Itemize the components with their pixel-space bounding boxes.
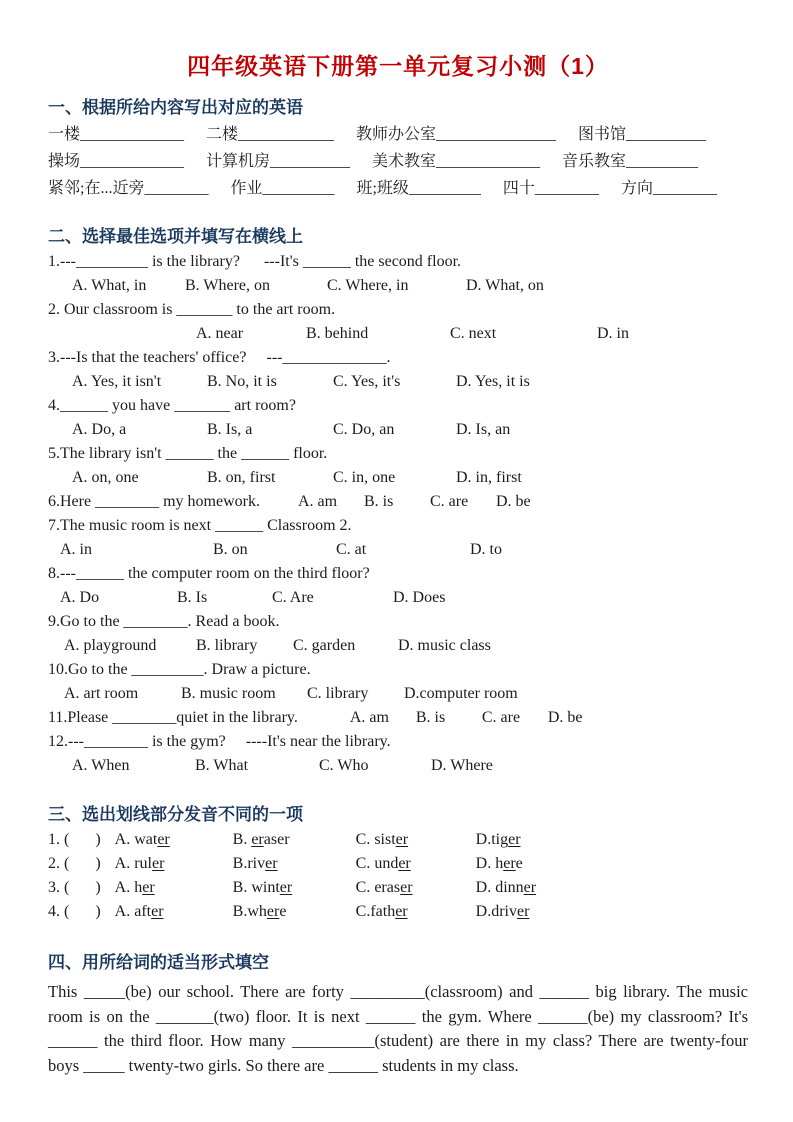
options-row: [48, 274, 748, 298]
option-label: A. art room: [64, 685, 139, 702]
question-number: 4. (: [48, 903, 70, 920]
question-text: 3.---Is that the teachers' office? ---_____________.: [48, 349, 391, 366]
option-label: A. Do, a: [72, 421, 127, 438]
underlined-letters: er: [503, 855, 516, 872]
question-9: [48, 610, 748, 634]
option-label: A. playground: [64, 637, 157, 654]
option-label: B. on, first: [207, 469, 276, 486]
option-label: B. Where, on: [185, 277, 271, 294]
section-2-heading: 二、选择最佳选项并填写在横线上: [48, 227, 303, 246]
option-label: C. Are: [272, 589, 314, 606]
option-label: C. in, one: [333, 469, 396, 486]
answer-parens: ): [95, 831, 101, 848]
option-label: D. in, first: [456, 469, 522, 486]
option-label: D.tiger: [475, 831, 521, 848]
option-label: C. next: [450, 325, 497, 342]
option-label: D. here: [475, 855, 523, 872]
underlined-letters: er: [523, 879, 537, 896]
underlined-letters: er: [265, 855, 278, 872]
option-label: D. be: [547, 709, 583, 726]
option-label: C. eraser: [355, 879, 413, 896]
option-label: B.river: [232, 855, 278, 872]
option-label: A. am: [349, 709, 389, 726]
options-row: [48, 586, 748, 610]
question-number: 1. (: [48, 831, 70, 848]
option-label: A. on, one: [72, 469, 139, 486]
option-label: B. Is, a: [207, 421, 253, 438]
options-row: [48, 682, 748, 706]
options-row: [48, 418, 748, 442]
question-text: 12.---________ is the gym? ----It's near the library.: [48, 733, 391, 750]
options-row: [48, 370, 748, 394]
question-text: 8.---______ the computer room on the third floor?: [48, 565, 370, 582]
option-label: A. What, in: [72, 277, 147, 294]
option-label: D. music class: [398, 637, 491, 654]
vocab-item: 班;班级_________: [356, 180, 481, 197]
option-label: B. behind: [306, 325, 369, 342]
section-4-heading: 四、用所给词的适当形式填空: [48, 953, 269, 972]
vocab-item: 图书馆__________: [578, 126, 707, 143]
vocab-item: 紧邻;在...近旁________: [48, 180, 209, 197]
underlined-letters: er: [266, 903, 280, 920]
question-5: [48, 442, 748, 466]
option-label: B. music room: [181, 685, 276, 702]
question-4: [48, 394, 748, 418]
option-label: A. after: [114, 903, 164, 920]
question-text: 11.Please ________quiet in the library.: [48, 709, 298, 726]
vocab-item: 作业_________: [230, 180, 335, 197]
question-12: [48, 730, 748, 754]
answer-parens: ): [95, 879, 101, 896]
underlined-letters: er: [398, 855, 411, 872]
underlined-letters: er: [508, 831, 521, 848]
option-label: C. under: [355, 855, 411, 872]
option-label: D.computer room: [404, 685, 518, 702]
option-label: D. Where: [431, 757, 493, 774]
option-label: A. ruler: [114, 855, 165, 872]
vocab-item: 美术教室_____________: [372, 153, 541, 170]
option-label: A. Do: [60, 589, 100, 606]
option-label: D. What, on: [466, 277, 544, 294]
answer-parens: ): [95, 855, 101, 872]
question-text: 10.Go to the _________. Draw a picture.: [48, 661, 311, 678]
question-10: [48, 658, 748, 682]
option-label: A. her: [114, 879, 155, 896]
option-label: C. Where, in: [327, 277, 409, 294]
question-8: [48, 562, 748, 586]
question-6: [48, 490, 748, 514]
cloze-paragraph: This _____(be) our school. There are forty _________(classroom) and ______ big library. The music room is on the _______(two) floor. It is next ______ the gym. Where ______(be) my classroom? It's ______ the third floor. How many __________(student) are there in my class? There are twenty-four boys _____ twenty-two girls. So there are ______ students in my class.: [48, 982, 748, 1075]
vocab-item: 音乐教室_________: [562, 153, 699, 170]
underlined-letters: er: [516, 903, 530, 920]
vocab-item: 方向________: [620, 180, 717, 197]
vocab-item: 计算机房__________: [206, 153, 351, 170]
options-row: [48, 466, 748, 490]
question-1: [48, 250, 748, 274]
question-7: [48, 514, 748, 538]
underlined-letters: er: [395, 903, 408, 920]
option-label: C. garden: [293, 637, 356, 654]
question-text: 5.The library isn't ______ the ______ floor.: [48, 445, 328, 462]
option-label: B. Is: [177, 589, 208, 606]
option-label: D. Is, an: [456, 421, 511, 438]
phonics-row: [48, 876, 748, 900]
option-label: A. in: [60, 541, 92, 558]
option-label: A. am: [297, 493, 338, 510]
vocab-item: 教师办公室_______________: [356, 126, 557, 143]
question-text: 9.Go to the ________. Read a book.: [48, 613, 280, 630]
option-label: B. is: [363, 493, 394, 510]
vocab-row: [48, 175, 748, 202]
vocab-row: [48, 121, 748, 148]
option-label: B. What: [195, 757, 249, 774]
option-label: B. is: [415, 709, 446, 726]
underlined-letters: er: [279, 879, 293, 896]
underlined-letters: er: [151, 855, 165, 872]
underlined-letters: er: [142, 879, 155, 896]
answer-parens: ): [95, 903, 101, 920]
option-label: B. library: [196, 637, 258, 654]
option-label: C. Do, an: [333, 421, 395, 438]
page-title: 四年级英语下册第一单元复习小测（1）: [187, 53, 609, 79]
question-text: 7.The music room is next ______ Classroom 2.: [48, 517, 352, 534]
option-label: D. Does: [393, 589, 446, 606]
question-2: [48, 298, 748, 322]
option-label: C. are: [481, 709, 521, 726]
section-1-heading: 一、根据所给内容写出对应的英语: [48, 98, 303, 117]
underlined-letters: er: [400, 879, 413, 896]
option-label: B. on: [213, 541, 248, 558]
phonics-row: [48, 852, 748, 876]
section-3-heading: 三、选出划线部分发音不同的一项: [48, 805, 303, 824]
option-label: C. Who: [319, 757, 369, 774]
options-row: [48, 322, 748, 346]
option-label: C.father: [355, 903, 408, 920]
option-label: A. water: [114, 831, 170, 848]
option-label: D. to: [470, 541, 502, 558]
underlined-letters: er: [151, 903, 164, 920]
vocab-item: 二楼____________: [206, 126, 335, 143]
option-label: A. Yes, it isn't: [72, 373, 162, 390]
underlined-letters: er: [395, 831, 409, 848]
options-row: [48, 754, 748, 778]
option-label: D. in: [597, 325, 629, 342]
vocab-row: [48, 148, 748, 175]
option-label: C. library: [307, 685, 369, 702]
option-label: D. dinner: [475, 879, 537, 896]
question-text: 6.Here ________ my homework.: [48, 493, 260, 510]
phonics-row: [48, 828, 748, 852]
option-label: C. sister: [355, 831, 409, 848]
phonics-row: [48, 900, 748, 924]
option-label: A. near: [196, 325, 244, 342]
option-label: B. winter: [232, 879, 293, 896]
question-text: 1.---_________ is the library? ---It's ______ the second floor.: [48, 253, 462, 270]
option-label: C. are: [429, 493, 469, 510]
vocab-item: 操场_____________: [48, 153, 185, 170]
option-label: D.driver: [475, 903, 530, 920]
question-11: [48, 706, 748, 730]
vocab-item: 四十________: [502, 180, 599, 197]
question-3: [48, 346, 748, 370]
option-label: C. Yes, it's: [333, 373, 401, 390]
option-label: B. eraser: [232, 831, 290, 848]
options-row: [48, 634, 748, 658]
options-row: [48, 538, 748, 562]
option-label: B.where: [232, 903, 287, 920]
option-label: A. When: [72, 757, 130, 774]
vocab-item: 一楼_____________: [48, 126, 185, 143]
underlined-letters: er: [251, 831, 264, 848]
underlined-letters: er: [157, 831, 170, 848]
option-label: C. at: [336, 541, 367, 558]
question-text: 2. Our classroom is _______ to the art room.: [48, 301, 336, 318]
question-text: 4.______ you have _______ art room?: [48, 397, 296, 414]
option-label: B. No, it is: [207, 373, 277, 390]
option-label: D. be: [495, 493, 531, 510]
option-label: D. Yes, it is: [456, 373, 530, 390]
question-number: 2. (: [48, 855, 70, 872]
question-number: 3. (: [48, 879, 70, 896]
